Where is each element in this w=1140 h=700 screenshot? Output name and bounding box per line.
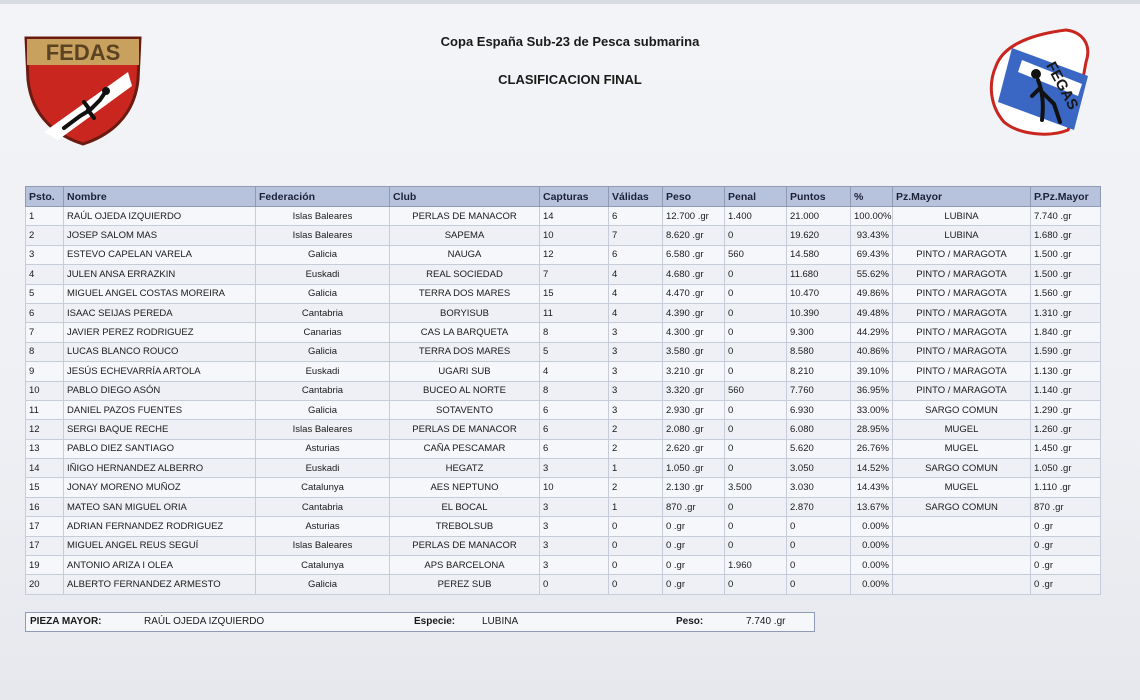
cell-validas: 3 <box>609 400 663 419</box>
cell-capturas: 10 <box>540 478 609 497</box>
cell-federacion: Galicia <box>256 400 390 419</box>
cell-p-pz-mayor: 1.680 .gr <box>1031 226 1101 245</box>
table-body <box>26 207 1101 595</box>
cell-pz-mayor: PINTO / MARAGOTA <box>893 323 1031 342</box>
cell-puntos: 5.620 <box>787 439 851 458</box>
cell-psto: 11 <box>26 400 64 419</box>
cell-nombre: JAVIER PEREZ RODRIGUEZ <box>64 323 256 342</box>
cell-capturas: 8 <box>540 381 609 400</box>
pieza-mayor-label: PIEZA MAYOR: <box>30 616 102 627</box>
fedas-logo <box>24 36 142 146</box>
cell-psto: 9 <box>26 362 64 381</box>
cell-percent: 44.29% <box>851 323 893 342</box>
table-row <box>26 478 1101 497</box>
cell-capturas: 4 <box>540 362 609 381</box>
cell-percent: 49.86% <box>851 284 893 303</box>
cell-federacion: Islas Baleares <box>256 226 390 245</box>
cell-pz-mayor: SARGO COMUN <box>893 497 1031 516</box>
cell-capturas: 5 <box>540 342 609 361</box>
cell-peso: 3.210 .gr <box>663 362 725 381</box>
cell-p-pz-mayor: 0 .gr <box>1031 536 1101 555</box>
page-title: Copa España Sub-23 de Pesca submarina <box>440 34 700 49</box>
table-row <box>26 226 1101 245</box>
cell-percent: 13.67% <box>851 497 893 516</box>
cell-nombre: IÑIGO HERNANDEZ ALBERRO <box>64 459 256 478</box>
cell-puntos: 11.680 <box>787 265 851 284</box>
cell-p-pz-mayor: 1.130 .gr <box>1031 362 1101 381</box>
cell-percent: 69.43% <box>851 245 893 264</box>
table-row <box>26 245 1101 264</box>
table-row <box>26 323 1101 342</box>
cell-puntos: 3.050 <box>787 459 851 478</box>
cell-pz-mayor: LUBINA <box>893 207 1031 226</box>
cell-federacion: Euskadi <box>256 459 390 478</box>
col-header-peso: Peso <box>663 187 725 207</box>
cell-puntos: 10.390 <box>787 303 851 322</box>
cell-percent: 36.95% <box>851 381 893 400</box>
especie-label: Especie: <box>414 616 456 627</box>
table-row <box>26 497 1101 516</box>
cell-pz-mayor: PINTO / MARAGOTA <box>893 284 1031 303</box>
cell-penal: 0 <box>725 323 787 342</box>
cell-validas: 2 <box>609 478 663 497</box>
cell-validas: 2 <box>609 439 663 458</box>
cell-pz-mayor <box>893 575 1031 594</box>
cell-club: TERRA DOS MARES <box>390 342 540 361</box>
col-header-percent: % <box>851 187 893 207</box>
cell-club: NAUGA <box>390 245 540 264</box>
cell-p-pz-mayor: 1.840 .gr <box>1031 323 1101 342</box>
cell-nombre: ALBERTO FERNANDEZ ARMESTO <box>64 575 256 594</box>
cell-club: TREBOLSUB <box>390 517 540 536</box>
table-header-row <box>26 187 1101 207</box>
cell-penal: 0 <box>725 497 787 516</box>
cell-p-pz-mayor: 0 .gr <box>1031 556 1101 575</box>
col-header-federacion: Federación <box>256 187 390 207</box>
cell-club: CAS LA BARQUETA <box>390 323 540 342</box>
cell-nombre: DANIEL PAZOS FUENTES <box>64 400 256 419</box>
cell-pz-mayor: PINTO / MARAGOTA <box>893 381 1031 400</box>
cell-federacion: Islas Baleares <box>256 207 390 226</box>
cell-validas: 3 <box>609 381 663 400</box>
cell-peso: 2.130 .gr <box>663 478 725 497</box>
cell-penal: 0 <box>725 342 787 361</box>
cell-percent: 33.00% <box>851 400 893 419</box>
cell-percent: 14.52% <box>851 459 893 478</box>
col-header-nombre: Nombre <box>64 187 256 207</box>
cell-validas: 4 <box>609 265 663 284</box>
cell-puntos: 3.030 <box>787 478 851 497</box>
cell-psto: 10 <box>26 381 64 400</box>
cell-club: TERRA DOS MARES <box>390 284 540 303</box>
col-header-psto: Psto. <box>26 187 64 207</box>
cell-federacion: Euskadi <box>256 265 390 284</box>
cell-psto: 14 <box>26 459 64 478</box>
cell-validas: 0 <box>609 536 663 555</box>
cell-penal: 0 <box>725 303 787 322</box>
cell-federacion: Galicia <box>256 575 390 594</box>
cell-psto: 13 <box>26 439 64 458</box>
table-row <box>26 207 1101 226</box>
cell-psto: 17 <box>26 536 64 555</box>
cell-percent: 93.43% <box>851 226 893 245</box>
cell-p-pz-mayor: 1.050 .gr <box>1031 459 1101 478</box>
cell-club: HEGATZ <box>390 459 540 478</box>
cell-validas: 0 <box>609 556 663 575</box>
cell-capturas: 14 <box>540 207 609 226</box>
cell-nombre: ADRIAN FERNANDEZ RODRIGUEZ <box>64 517 256 536</box>
table-row <box>26 284 1101 303</box>
cell-federacion: Islas Baleares <box>256 536 390 555</box>
cell-peso: 0 .gr <box>663 517 725 536</box>
cell-p-pz-mayor: 1.450 .gr <box>1031 439 1101 458</box>
col-header-pz-mayor: Pz.Mayor <box>893 187 1031 207</box>
cell-percent: 0.00% <box>851 517 893 536</box>
cell-pz-mayor <box>893 536 1031 555</box>
cell-puntos: 14.580 <box>787 245 851 264</box>
fegas-logo <box>982 26 1100 144</box>
cell-validas: 4 <box>609 303 663 322</box>
cell-p-pz-mayor: 0 .gr <box>1031 575 1101 594</box>
cell-peso: 8.620 .gr <box>663 226 725 245</box>
cell-capturas: 11 <box>540 303 609 322</box>
cell-nombre: JESÚS ECHEVARRÍA ARTOLA <box>64 362 256 381</box>
cell-club: BUCEO AL NORTE <box>390 381 540 400</box>
cell-penal: 1.960 <box>725 556 787 575</box>
cell-pz-mayor: PINTO / MARAGOTA <box>893 362 1031 381</box>
cell-capturas: 12 <box>540 245 609 264</box>
cell-percent: 40.86% <box>851 342 893 361</box>
cell-puntos: 2.870 <box>787 497 851 516</box>
cell-pz-mayor: MUGEL <box>893 439 1031 458</box>
cell-puntos: 0 <box>787 575 851 594</box>
cell-club: SAPEMA <box>390 226 540 245</box>
table-row <box>26 265 1101 284</box>
cell-percent: 26.76% <box>851 439 893 458</box>
cell-nombre: PABLO DIEZ SANTIAGO <box>64 439 256 458</box>
cell-nombre: MIGUEL ANGEL REUS SEGUÍ <box>64 536 256 555</box>
cell-p-pz-mayor: 1.310 .gr <box>1031 303 1101 322</box>
cell-federacion: Galicia <box>256 284 390 303</box>
cell-pz-mayor: MUGEL <box>893 478 1031 497</box>
cell-percent: 28.95% <box>851 420 893 439</box>
fedas-logo-text: FEDAS <box>45 40 121 65</box>
cell-federacion: Galicia <box>256 342 390 361</box>
cell-percent: 39.10% <box>851 362 893 381</box>
cell-penal: 0 <box>725 400 787 419</box>
cell-nombre: JONAY MORENO MUÑOZ <box>64 478 256 497</box>
cell-nombre: MATEO SAN MIGUEL ORIA <box>64 497 256 516</box>
cell-validas: 6 <box>609 207 663 226</box>
cell-validas: 0 <box>609 575 663 594</box>
cell-peso: 4.470 .gr <box>663 284 725 303</box>
cell-peso: 2.930 .gr <box>663 400 725 419</box>
cell-puntos: 0 <box>787 517 851 536</box>
cell-psto: 8 <box>26 342 64 361</box>
cell-federacion: Galicia <box>256 245 390 264</box>
cell-p-pz-mayor: 1.590 .gr <box>1031 342 1101 361</box>
table-row <box>26 536 1101 555</box>
fegas-logo-text: FEGAS <box>1042 59 1082 113</box>
cell-federacion: Catalunya <box>256 556 390 575</box>
cell-nombre: ESTEVO CAPELAN VARELA <box>64 245 256 264</box>
cell-puntos: 6.080 <box>787 420 851 439</box>
cell-capturas: 10 <box>540 226 609 245</box>
col-header-p-pz-mayor: P.Pz.Mayor <box>1031 187 1101 207</box>
cell-pz-mayor: PINTO / MARAGOTA <box>893 303 1031 322</box>
cell-validas: 3 <box>609 323 663 342</box>
cell-penal: 560 <box>725 245 787 264</box>
cell-capturas: 3 <box>540 556 609 575</box>
cell-penal: 0 <box>725 536 787 555</box>
cell-peso: 0 .gr <box>663 556 725 575</box>
cell-p-pz-mayor: 1.500 .gr <box>1031 245 1101 264</box>
cell-penal: 0 <box>725 575 787 594</box>
cell-peso: 3.320 .gr <box>663 381 725 400</box>
cell-validas: 2 <box>609 420 663 439</box>
cell-puntos: 0 <box>787 536 851 555</box>
cell-p-pz-mayor: 1.290 .gr <box>1031 400 1101 419</box>
cell-penal: 0 <box>725 265 787 284</box>
cell-peso: 870 .gr <box>663 497 725 516</box>
especie-value: LUBINA <box>482 616 519 627</box>
cell-federacion: Islas Baleares <box>256 420 390 439</box>
cell-p-pz-mayor: 1.500 .gr <box>1031 265 1101 284</box>
table-row <box>26 575 1101 594</box>
cell-penal: 3.500 <box>725 478 787 497</box>
cell-validas: 1 <box>609 497 663 516</box>
cell-peso: 4.390 .gr <box>663 303 725 322</box>
pieza-mayor-name: RAÚL OJEDA IZQUIERDO <box>144 616 265 627</box>
cell-club: CAÑA PESCAMAR <box>390 439 540 458</box>
peso-label: Peso: <box>676 616 704 627</box>
cell-club: BORYISUB <box>390 303 540 322</box>
cell-psto: 5 <box>26 284 64 303</box>
cell-club: PERLAS DE MANACOR <box>390 207 540 226</box>
cell-nombre: JULEN ANSA ERRAZKIN <box>64 265 256 284</box>
cell-nombre: ANTONIO ARIZA I OLEA <box>64 556 256 575</box>
cell-validas: 3 <box>609 342 663 361</box>
top-border <box>0 0 1140 4</box>
cell-psto: 2 <box>26 226 64 245</box>
cell-puntos: 19.620 <box>787 226 851 245</box>
cell-capturas: 6 <box>540 400 609 419</box>
cell-peso: 0 .gr <box>663 536 725 555</box>
cell-federacion: Cantabria <box>256 303 390 322</box>
cell-federacion: Cantabria <box>256 497 390 516</box>
col-header-validas: Válidas <box>609 187 663 207</box>
cell-capturas: 3 <box>540 517 609 536</box>
cell-pz-mayor <box>893 556 1031 575</box>
cell-pz-mayor: SARGO COMUN <box>893 459 1031 478</box>
cell-peso: 12.700 .gr <box>663 207 725 226</box>
cell-peso: 2.620 .gr <box>663 439 725 458</box>
cell-puntos: 0 <box>787 556 851 575</box>
cell-psto: 7 <box>26 323 64 342</box>
cell-penal: 0 <box>725 459 787 478</box>
table-row <box>26 362 1101 381</box>
cell-penal: 560 <box>725 381 787 400</box>
cell-federacion: Catalunya <box>256 478 390 497</box>
cell-peso: 0 .gr <box>663 575 725 594</box>
cell-federacion: Asturias <box>256 517 390 536</box>
cell-puntos: 9.300 <box>787 323 851 342</box>
cell-nombre: LUCAS BLANCO ROUCO <box>64 342 256 361</box>
cell-peso: 4.680 .gr <box>663 265 725 284</box>
cell-percent: 100.00% <box>851 207 893 226</box>
cell-penal: 0 <box>725 420 787 439</box>
table-row <box>26 342 1101 361</box>
cell-percent: 0.00% <box>851 575 893 594</box>
cell-federacion: Canarias <box>256 323 390 342</box>
cell-puntos: 6.930 <box>787 400 851 419</box>
cell-p-pz-mayor: 870 .gr <box>1031 497 1101 516</box>
table-row <box>26 517 1101 536</box>
cell-validas: 7 <box>609 226 663 245</box>
cell-capturas: 7 <box>540 265 609 284</box>
cell-penal: 0 <box>725 284 787 303</box>
cell-peso: 3.580 .gr <box>663 342 725 361</box>
cell-psto: 3 <box>26 245 64 264</box>
cell-capturas: 15 <box>540 284 609 303</box>
cell-club: PERLAS DE MANACOR <box>390 536 540 555</box>
cell-psto: 17 <box>26 517 64 536</box>
cell-capturas: 3 <box>540 536 609 555</box>
cell-puntos: 21.000 <box>787 207 851 226</box>
cell-nombre: PABLO DIEGO ASÓN <box>64 381 256 400</box>
cell-percent: 55.62% <box>851 265 893 284</box>
cell-validas: 1 <box>609 459 663 478</box>
cell-pz-mayor: PINTO / MARAGOTA <box>893 342 1031 361</box>
cell-capturas: 0 <box>540 575 609 594</box>
cell-federacion: Cantabria <box>256 381 390 400</box>
cell-p-pz-mayor: 1.140 .gr <box>1031 381 1101 400</box>
col-header-club: Club <box>390 187 540 207</box>
cell-club: SOTAVENTO <box>390 400 540 419</box>
cell-nombre: ISAAC SEIJAS PEREDA <box>64 303 256 322</box>
cell-percent: 0.00% <box>851 556 893 575</box>
cell-penal: 0 <box>725 439 787 458</box>
cell-capturas: 6 <box>540 439 609 458</box>
cell-capturas: 3 <box>540 497 609 516</box>
cell-peso: 1.050 .gr <box>663 459 725 478</box>
cell-nombre: MIGUEL ANGEL COSTAS MOREIRA <box>64 284 256 303</box>
cell-psto: 1 <box>26 207 64 226</box>
cell-puntos: 8.210 <box>787 362 851 381</box>
cell-capturas: 6 <box>540 420 609 439</box>
cell-psto: 12 <box>26 420 64 439</box>
cell-penal: 0 <box>725 226 787 245</box>
pieza-mayor-box <box>25 612 815 632</box>
table-row <box>26 420 1101 439</box>
cell-percent: 14.43% <box>851 478 893 497</box>
cell-validas: 4 <box>609 284 663 303</box>
results-table <box>25 186 1101 595</box>
cell-capturas: 8 <box>540 323 609 342</box>
cell-pz-mayor <box>893 517 1031 536</box>
cell-club: REAL SOCIEDAD <box>390 265 540 284</box>
col-header-penal: Penal <box>725 187 787 207</box>
cell-pz-mayor: LUBINA <box>893 226 1031 245</box>
cell-club: AES NEPTUNO <box>390 478 540 497</box>
cell-pz-mayor: PINTO / MARAGOTA <box>893 245 1031 264</box>
cell-nombre: SERGI BAQUE RECHE <box>64 420 256 439</box>
table-row <box>26 303 1101 322</box>
cell-validas: 0 <box>609 517 663 536</box>
cell-psto: 6 <box>26 303 64 322</box>
cell-club: PERLAS DE MANACOR <box>390 420 540 439</box>
cell-pz-mayor: MUGEL <box>893 420 1031 439</box>
cell-puntos: 7.760 <box>787 381 851 400</box>
cell-psto: 19 <box>26 556 64 575</box>
cell-validas: 3 <box>609 362 663 381</box>
cell-p-pz-mayor: 1.560 .gr <box>1031 284 1101 303</box>
cell-peso: 4.300 .gr <box>663 323 725 342</box>
cell-penal: 1.400 <box>725 207 787 226</box>
col-header-capturas: Capturas <box>540 187 609 207</box>
cell-p-pz-mayor: 7.740 .gr <box>1031 207 1101 226</box>
table-row <box>26 556 1101 575</box>
table-row <box>26 459 1101 478</box>
cell-club: EL BOCAL <box>390 497 540 516</box>
cell-percent: 0.00% <box>851 536 893 555</box>
page-subtitle: CLASIFICACION FINAL <box>498 72 642 87</box>
cell-penal: 0 <box>725 517 787 536</box>
col-header-puntos: Puntos <box>787 187 851 207</box>
cell-club: PEREZ SUB <box>390 575 540 594</box>
cell-federacion: Asturias <box>256 439 390 458</box>
cell-p-pz-mayor: 1.260 .gr <box>1031 420 1101 439</box>
cell-club: UGARI SUB <box>390 362 540 381</box>
cell-puntos: 8.580 <box>787 342 851 361</box>
cell-psto: 16 <box>26 497 64 516</box>
cell-percent: 49.48% <box>851 303 893 322</box>
cell-psto: 4 <box>26 265 64 284</box>
cell-capturas: 3 <box>540 459 609 478</box>
table-row <box>26 439 1101 458</box>
cell-penal: 0 <box>725 362 787 381</box>
cell-p-pz-mayor: 1.110 .gr <box>1031 478 1101 497</box>
cell-p-pz-mayor: 0 .gr <box>1031 517 1101 536</box>
cell-peso: 2.080 .gr <box>663 420 725 439</box>
cell-club: APS BARCELONA <box>390 556 540 575</box>
cell-puntos: 10.470 <box>787 284 851 303</box>
cell-nombre: RAÚL OJEDA IZQUIERDO <box>64 207 256 226</box>
cell-pz-mayor: SARGO COMUN <box>893 400 1031 419</box>
cell-psto: 20 <box>26 575 64 594</box>
cell-peso: 6.580 .gr <box>663 245 725 264</box>
table-row <box>26 400 1101 419</box>
cell-pz-mayor: PINTO / MARAGOTA <box>893 265 1031 284</box>
cell-validas: 6 <box>609 245 663 264</box>
peso-value: 7.740 .gr <box>746 616 786 627</box>
cell-federacion: Euskadi <box>256 362 390 381</box>
cell-psto: 15 <box>26 478 64 497</box>
cell-nombre: JOSEP SALOM MAS <box>64 226 256 245</box>
table-row <box>26 381 1101 400</box>
